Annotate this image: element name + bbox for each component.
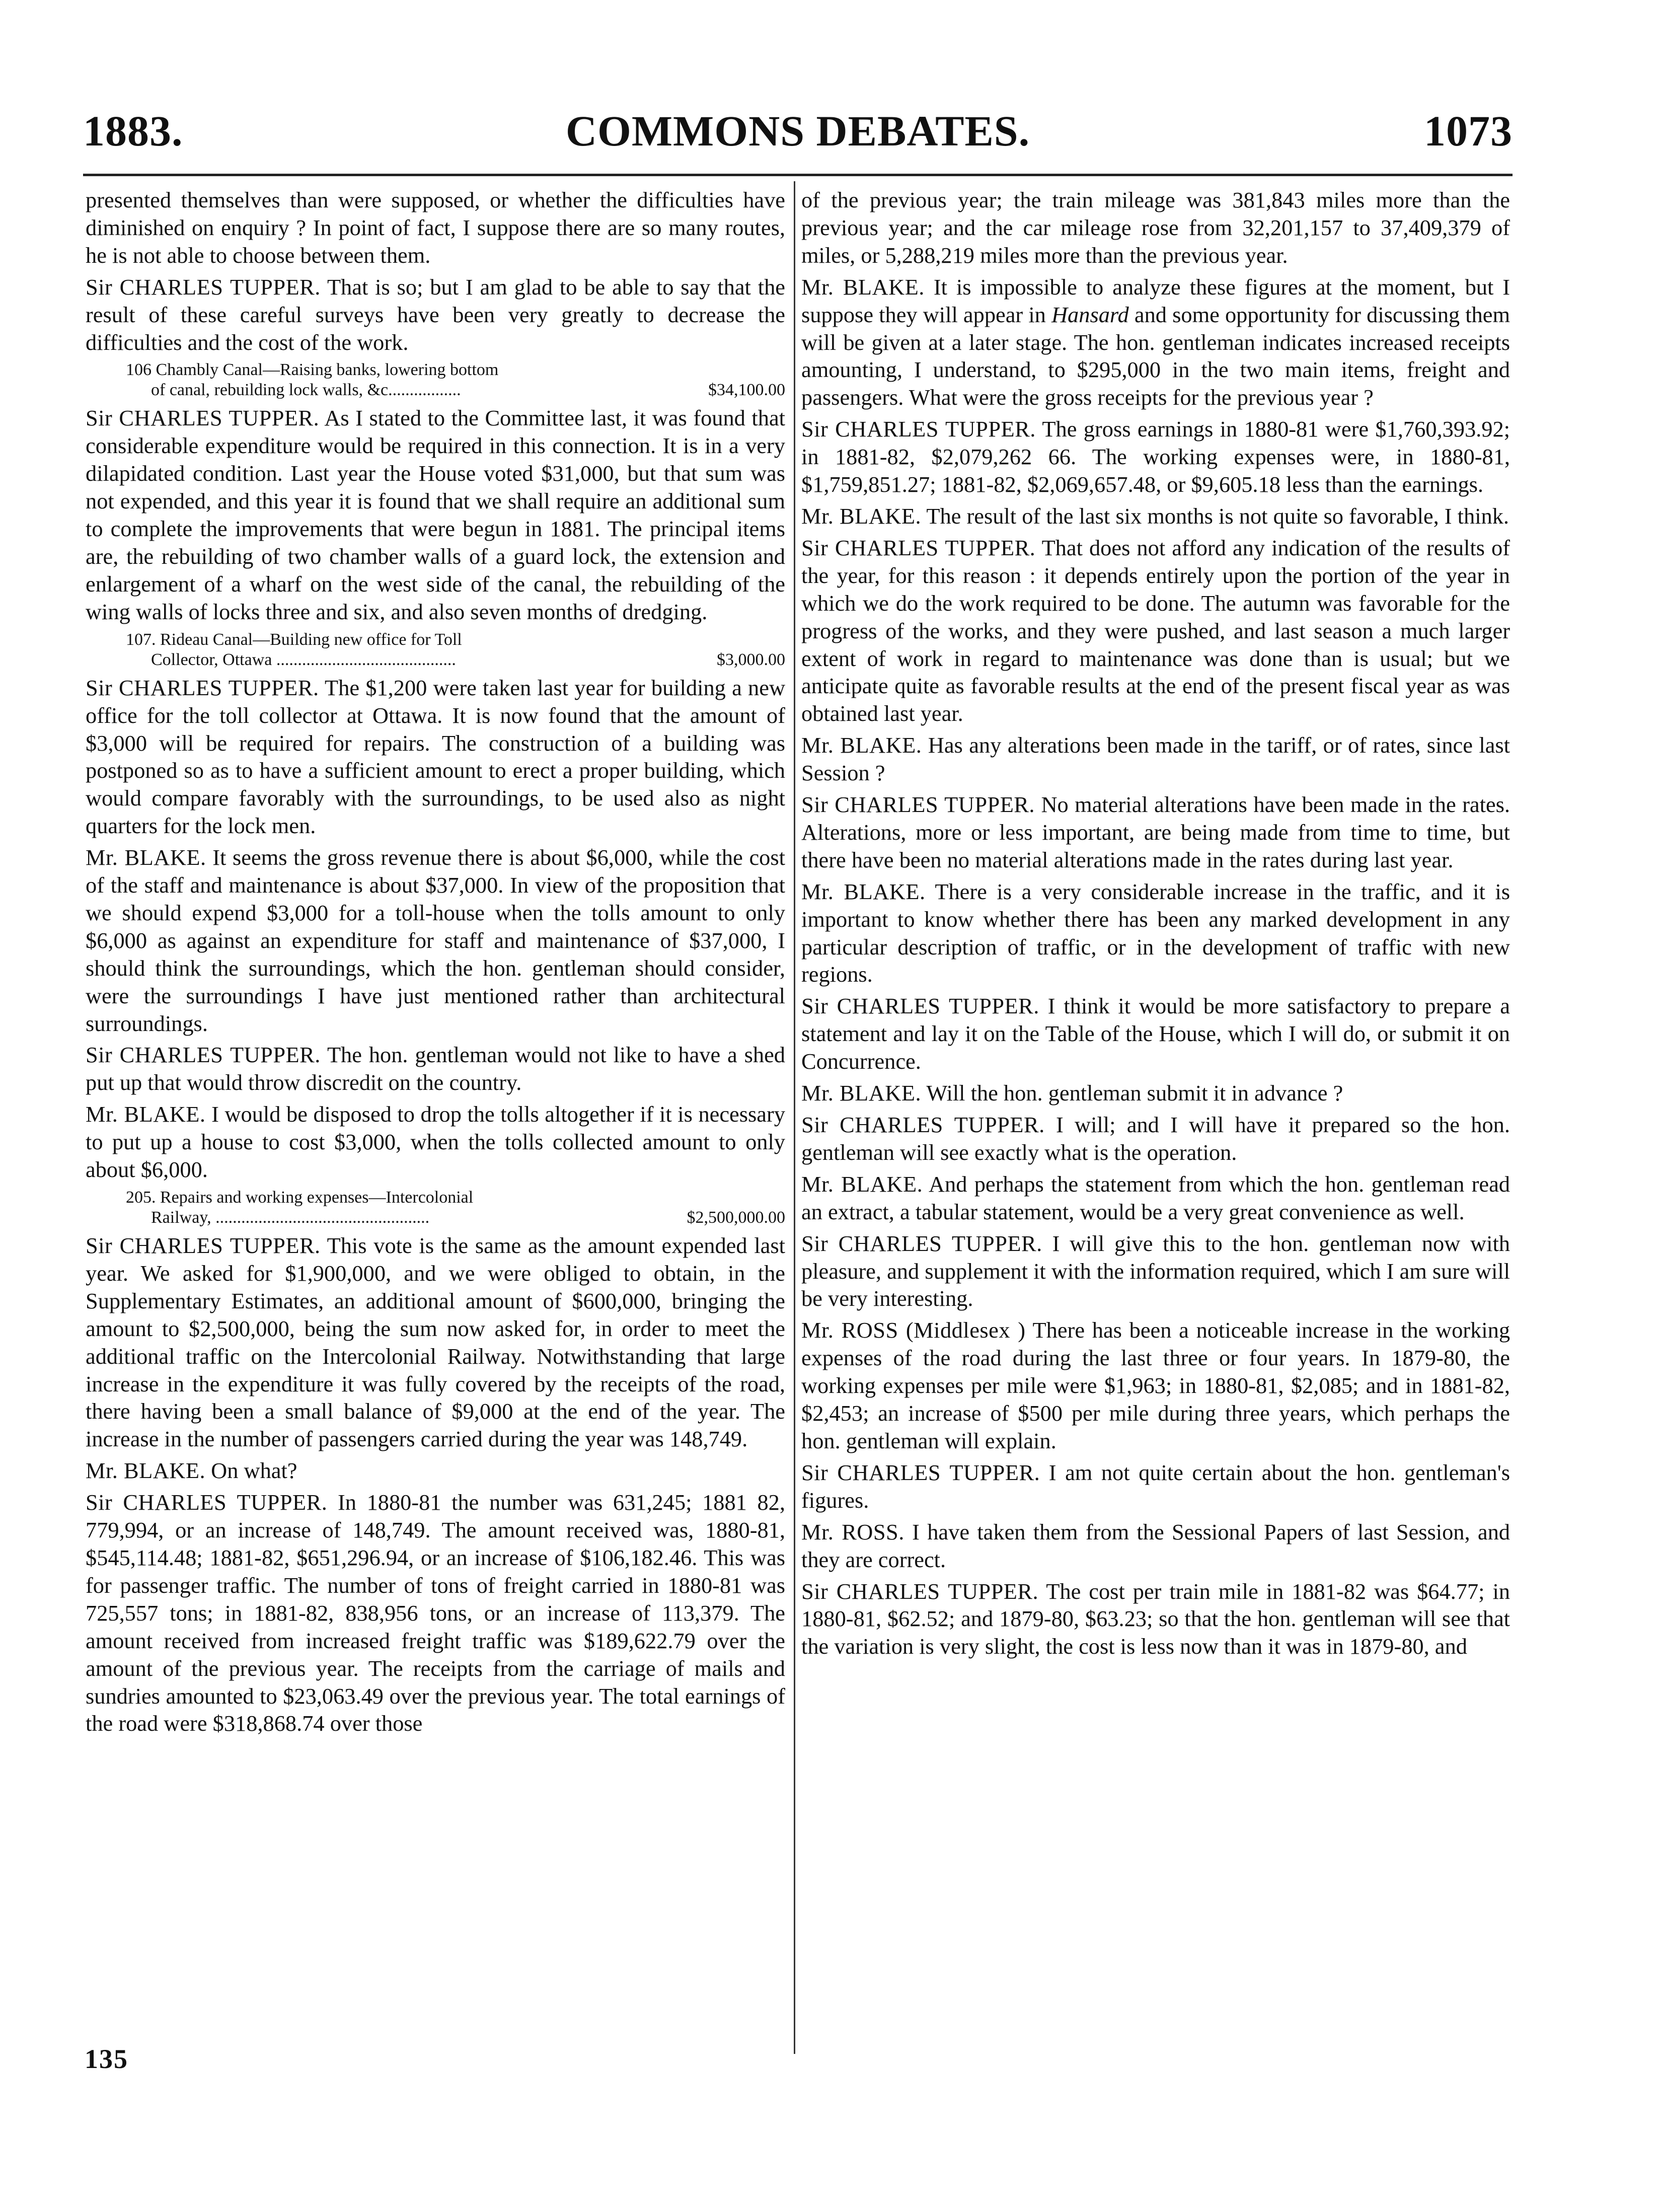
continued-paragraph: of the previous year; the train mileage was 381,843 miles more than the previous year; and the car mileage rose from 32,201,157 to 37,409,379 of miles, or 5,288,219 miles more than the previous year. <box>801 187 1510 268</box>
speech-paragraph <box>801 878 1510 989</box>
speech-paragraph <box>801 1230 1510 1313</box>
estimate-item-amount: $34,100.00 <box>708 381 785 400</box>
speaker-name: Sir CHARLES TUPPER. <box>801 535 1036 560</box>
speech-paragraph <box>801 1316 1510 1455</box>
speech-text: And perhaps the statement from which the hon. gentleman read an extract, a tabular statement, would be a very great convenience as well. <box>801 1171 1510 1224</box>
speech-text: On what? <box>211 1458 297 1484</box>
right-column <box>801 186 1510 2039</box>
speaker-name: Sir CHARLES TUPPER. <box>801 993 1039 1019</box>
speech-text: It is impossible to analyze these figures at the moment, but I suppose they will appear in Hansard and some opportunity for discussing them will be given at a later stage. The hon. gentleman indicates increased receipts amounting, I understand, to $295,000 in the two main items, freight and passengers. What were the gross receipts for the previous year ? <box>801 274 1510 410</box>
speaker-name: Sir CHARLES TUPPER. <box>801 1112 1045 1137</box>
speaker-name: Mr. BLAKE. <box>86 1101 206 1127</box>
speech-text: I will; and I will have it prepared so the hon. gentleman will see exactly what is the operation. <box>801 1112 1510 1165</box>
speech-text: I am not quite certain about the hon. gentleman's figures. <box>801 1459 1510 1513</box>
speech-paragraph <box>801 273 1510 412</box>
speech-text: The hon. gentleman would not like to have a shed put up that would throw discredit on the country. <box>86 1042 785 1095</box>
estimate-item-detail-text: Railway, .................................................. <box>151 1208 430 1227</box>
speech-text: It seems the gross revenue there is about $6,000, while the cost of the staff and maintenance is about $37,000. In view of the proposition that we should expend $3,000 for a toll-house when the tolls amount to only $6,000 as against an expenditure for staff and maintenance of $37,000, I should think the surroundings, which the hon. gentleman should consider, were the surroundings I have just mentioned rather than architectural surroundings. <box>86 845 785 1036</box>
left-column <box>86 186 785 2039</box>
speech-paragraph <box>801 731 1510 787</box>
speech-text: I think it would be more satisfactory to prepare a statement and lay it on the Table of the House, which I will do, or submit it on Concurrence. <box>801 993 1510 1074</box>
estimate-item-title: 107. Rideau Canal—Building new office for Toll <box>126 630 462 649</box>
estimate-item-detail <box>126 1208 785 1228</box>
speech-text: Will the hon. gentleman submit it in advance ? <box>926 1080 1343 1106</box>
speaker-name: Sir CHARLES TUPPER. <box>86 274 321 300</box>
speech-paragraph <box>801 534 1510 727</box>
estimate-item <box>86 630 785 670</box>
speech-paragraph <box>801 415 1510 498</box>
speech-text: As I stated to the Committee last, it was found that considerable expenditure would be required in this connection. It is in a very dilapidated condition. Last year the House voted $31,000, but that sum was not expended, and this year it is found that we shall require an additional sum to complete the improvements that were begun in 1881. The principal items are, the rebuilding of two chamber walls of a guard lock, the extension and enlargement of a wharf on the west side of the canal, the rebuilding of the wing walls of locks three and six, and also seven months of dredging. <box>86 405 785 624</box>
header-page-number: 1073 <box>1424 107 1513 155</box>
continued-paragraph: presented themselves than were supposed, or whether the difficulties have diminished on enquiry ? In point of fact, I suppose there are so many routes, he is not able to choose between them. <box>86 187 785 268</box>
speaker-name: Mr. BLAKE. <box>86 1458 206 1484</box>
speaker-name: Sir CHARLES TUPPER. <box>801 416 1036 442</box>
speech-paragraph <box>86 1489 785 1737</box>
signature-folio: 135 <box>85 2044 128 2074</box>
header-rule <box>83 174 1513 176</box>
speech-text: There has been a noticeable increase in the working expenses of the road during the last three or four years. In 1879-80, the working expenses per mile were $1,963; in 1880-81, $2,085; and in 1881-82, $2,453; an increase of $500 per mile during three years, which perhaps the hon. gentleman will explain. <box>801 1317 1510 1453</box>
speech-paragraph <box>801 502 1510 530</box>
column-divider <box>794 181 795 2054</box>
speaker-name: Mr. BLAKE. <box>801 274 925 300</box>
speech-paragraph <box>801 1459 1510 1514</box>
speech-text: No material alterations have been made in the rates. Alterations, more or less important, are being made from time to time, but there have been no material alterations made in the rates during last year. <box>801 792 1510 872</box>
speaker-name: Sir CHARLES TUPPER. <box>801 1459 1040 1485</box>
speaker-name: Sir CHARLES TUPPER. <box>801 1230 1042 1256</box>
speaker-name: Sir CHARLES TUPPER. <box>86 1233 321 1258</box>
speech-text: That is so; but I am glad to be able to say that the result of these careful surveys have been very greatly to decrease the difficulties and the cost of the work. <box>86 274 785 355</box>
running-title: COMMONS DEBATES. <box>565 107 1030 155</box>
speech-paragraph <box>86 1100 785 1184</box>
speech-paragraph <box>801 1578 1510 1661</box>
speaker-name: Sir CHARLES TUPPER. <box>801 1578 1039 1604</box>
speaker-name: Sir CHARLES TUPPER. <box>86 1490 328 1515</box>
speaker-name: Mr. BLAKE. <box>86 845 206 870</box>
speaker-name: Sir CHARLES TUPPER. <box>86 1042 321 1068</box>
speech-paragraph <box>801 1079 1510 1107</box>
speech-paragraph <box>86 674 785 840</box>
estimate-item-detail <box>126 650 785 670</box>
speech-paragraph <box>801 1518 1510 1574</box>
speech-paragraph <box>86 1232 785 1453</box>
speaker-name: Mr. ROSS (Middlesex ) <box>801 1317 1026 1343</box>
speech-text: The gross earnings in 1880-81 were $1,760,393.92; in 1881-82, $2,079,262 66. The working expenses were, in 1880-81, $1,759,851.27; 1881-82, $2,069,657.48, or $9,605.18 less than the earnings. <box>801 416 1510 497</box>
speech-text: The result of the last six months is not quite so favorable, I think. <box>926 503 1510 529</box>
header-year: 1883. <box>83 107 183 155</box>
speaker-name: Mr. BLAKE. <box>801 1080 922 1106</box>
speaker-name: Sir CHARLES TUPPER. <box>86 675 319 700</box>
speaker-name: Sir CHARLES TUPPER. <box>801 792 1035 818</box>
estimate-item-detail-text: of canal, rebuilding lock walls, &c................. <box>151 381 461 400</box>
speech-text: This vote is the same as the amount expended last year. We asked for $1,900,000, and we were obliged to obtain, in the Supplementary Estimates, an additional amount of $600,000, bringing the amount to $2,500,000, being the sum now asked for, in order to meet the additional traffic on the Intercolonial Railway. Notwithstanding that large increase in the expenditure it was fully covered by the receipts of the road, there having been a small balance of $9,000 at the end of the year. The increase in the number of passengers carried during the year was 148,749. <box>86 1233 785 1452</box>
speech-paragraph <box>86 1041 785 1096</box>
speaker-name: Mr. BLAKE. <box>801 503 922 529</box>
speech-text: In 1880-81 the number was 631,245; 1881 82, 779,994, or an increase of 148,749. The amount received was, 1880-81, $545,114.48; 1881-82, $651,296.94, or an increase of $106,182.46. This was for passenger traffic. The number of tons of freight carried in 1880-81 was 725,557 tons; in 1881-82, 838,956 tons, or an increase of 113,379. The amount received from increased freight traffic was $189,622.79 over the amount of the previous year. The receipts from the carriage of mails and sundries amounted to $23,063.49 over the previous year. The total earnings of the road were $318,868.74 over those <box>86 1490 785 1736</box>
speech-text: Has any alterations been made in the tariff, or of rates, since last Session ? <box>801 732 1510 786</box>
speech-text: I have taken them from the Sessional Papers of last Session, and they are correct. <box>801 1519 1510 1572</box>
speech-paragraph <box>86 404 785 625</box>
speaker-name: Mr. BLAKE. <box>801 878 926 904</box>
speech-paragraph <box>801 791 1510 874</box>
speech-text: The $1,200 were taken last year for building a new office for the toll collector at Ottawa. It is now found that the amount of $3,000 will be required for repairs. The construction of a building was postponed so as to have a sufficient amount to erect a proper building, which would compare favorably with the surroundings, to be used also as night quarters for the lock men. <box>86 675 785 839</box>
speech-text: The cost per train mile in 1881-82 was $64.77; in 1880-81, $62.52; and 1879-80, $63.23; so that the hon. gentleman will see that the variation is very slight, the cost is less now than it was in 1879-80, and <box>801 1578 1510 1659</box>
speech-paragraph <box>86 273 785 356</box>
speaker-name: Sir CHARLES TUPPER. <box>86 405 320 431</box>
estimate-item-detail-text: Collector, Ottawa .......................................... <box>151 650 456 669</box>
estimate-item-amount: $3,000.00 <box>717 650 785 669</box>
estimate-item-amount: $2,500,000.00 <box>687 1208 785 1227</box>
speech-text: I would be disposed to drop the tolls altogether if it is necessary to put up a house to cost $3,000, when the tolls collected amount to only about $6,000. <box>86 1101 785 1183</box>
speech-paragraph <box>801 1170 1510 1226</box>
speech-paragraph <box>801 1111 1510 1166</box>
speaker-name: Mr. ROSS. <box>801 1519 904 1544</box>
estimate-item-detail <box>126 380 785 400</box>
estimate-item-title: 205. Repairs and working expenses—Intercolonial <box>126 1188 474 1207</box>
page-header <box>83 103 1513 159</box>
speaker-name: Mr. BLAKE. <box>801 1171 923 1197</box>
speech-paragraph <box>86 844 785 1037</box>
estimate-item <box>86 1188 785 1228</box>
speech-paragraph <box>801 992 1510 1075</box>
estimate-item <box>86 360 785 400</box>
speaker-name: Mr. BLAKE. <box>801 732 922 758</box>
estimate-item-title: 106 Chambly Canal—Raising banks, lowering bottom <box>126 360 499 380</box>
speech-text: That does not afford any indication of the results of the year, for this reason : it depends entirely upon the portion of the year in which we do the work required to be done. The autumn was favorable for the progress of the works, and they were pushed, and last season a much larger extent of work in regard to maintenance was done than is usual; but we anticipate quite as favorable results at the end of the present fiscal year as was obtained last year. <box>801 535 1510 726</box>
speech-text: There is a very considerable increase in the traffic, and it is important to know whether there has been any marked development in any particular description of traffic, or in the development of traffic with new regions. <box>801 878 1510 987</box>
speech-text: I will give this to the hon. gentleman now with pleasure, and supplement it with the information required, which I am sure will be very interesting. <box>801 1230 1510 1311</box>
speech-paragraph <box>86 1457 785 1485</box>
